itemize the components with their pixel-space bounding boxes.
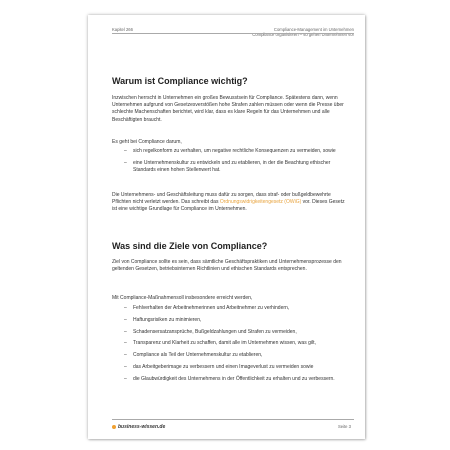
section-heading-warum: Warum ist Compliance wichtig?	[112, 76, 248, 86]
list-item: – Compliance als Teil der Unternehmenskultur zu etablieren,	[124, 352, 263, 359]
list-item: – eine Unternehmenskultur zu entwickeln und zu etablieren, in der die Beachtung ethischer Standards einen hohen Stellenwert hat.	[124, 159, 331, 173]
dash-bullet: –	[124, 316, 127, 323]
chapter-label: Kapitel 266	[112, 27, 133, 32]
dash-bullet: –	[124, 159, 127, 166]
header-divider	[112, 33, 354, 34]
dash-bullet: –	[124, 305, 127, 311]
running-header-title: Compliance-Management im Unternehmen	[273, 27, 354, 32]
dash-bullet: –	[124, 328, 127, 335]
dash-bullet: –	[124, 375, 127, 382]
business-wissen-logo: business-wissen.de	[112, 424, 165, 430]
paragraph: Mit Compliance-Maßnahmensoll insbesondere erreicht werden,	[112, 295, 253, 301]
paragraph-owig: Die Unternehmens- und Geschäftsleitung muss dafür zu sorgen, dass straf- oder bußgeldbewehrte Pflichten nicht verletzt werden. Das schreibt das Ordnungswidrigkeitengesetz (OWiG) vor. Dieses Gesetz ist eine wichtige Grundlage für Compliance im Unternehmen.	[112, 192, 345, 213]
dash-bullet: –	[124, 340, 127, 347]
logo-dot-icon	[112, 425, 116, 429]
bullet-list	[112, 148, 348, 179]
list-item: – das Arbeitgeberimage zu verbessern und einen Imageverlust zu vermeiden sowie	[124, 363, 314, 370]
bullet-list	[112, 305, 348, 388]
running-header-subtitle: Compliance organisieren – so gehen Unternehmen vor	[252, 32, 354, 38]
page-number: Seite 3	[337, 424, 351, 429]
list-item: – Fehlverhalten der Arbeitnehmerinnen und Arbeitnehmer zu verhindern,	[124, 305, 290, 311]
document-page	[88, 15, 365, 439]
list-item: – Haftungsrisiken zu minimieren,	[124, 316, 202, 323]
dash-bullet: –	[124, 363, 127, 370]
footer-divider	[112, 419, 354, 420]
list-item: – die Glaubwürdigkeit des Unternehmens in der Öffentlichkeit zu erhalten und zu verbessern.	[124, 375, 335, 382]
paragraph: Ziel von Compliance sollte es sein, dass sämtliche Geschäftspraktiken und Unternehmensprozesse den geltenden Gesetzen, betriebsinternen Richtlinien und ethischen Standards entsprechen.	[112, 259, 342, 273]
dash-bullet: –	[124, 352, 127, 359]
paragraph: Es geht bei Compliance darum,	[112, 139, 182, 145]
section-heading-ziele: Was sind die Ziele von Compliance?	[112, 241, 268, 251]
paragraph: Inzwischen herrscht in Unternehmen ein großes Bewusstsein für Compliance. Spätestens dann, wenn Unternehmen aufgrund von Gesetzesverstößen hohe Strafen zahlen müssen oder wenn die Presse über schlechte Machenschaften berichtet, wird klar, dass es klare Regeln für das Unternehmen und alle Beschäftigten braucht.	[112, 95, 344, 123]
list-item: – Schadensersatzansprüche, Bußgeldzahlungen und Strafen zu vermeiden,	[124, 328, 297, 335]
dash-bullet: –	[124, 148, 127, 154]
owig-link[interactable]: Ordnungswidrigkeitengesetz (OWiG)	[219, 199, 302, 206]
list-item: – sich regelkonform zu verhalten, um negative rechtliche Konsequenzen zu vermeiden, sowie	[124, 148, 336, 154]
list-item: – Transparenz und Klarheit zu schaffen, damit alle im Unternehmen wissen, was gilt,	[124, 340, 316, 347]
